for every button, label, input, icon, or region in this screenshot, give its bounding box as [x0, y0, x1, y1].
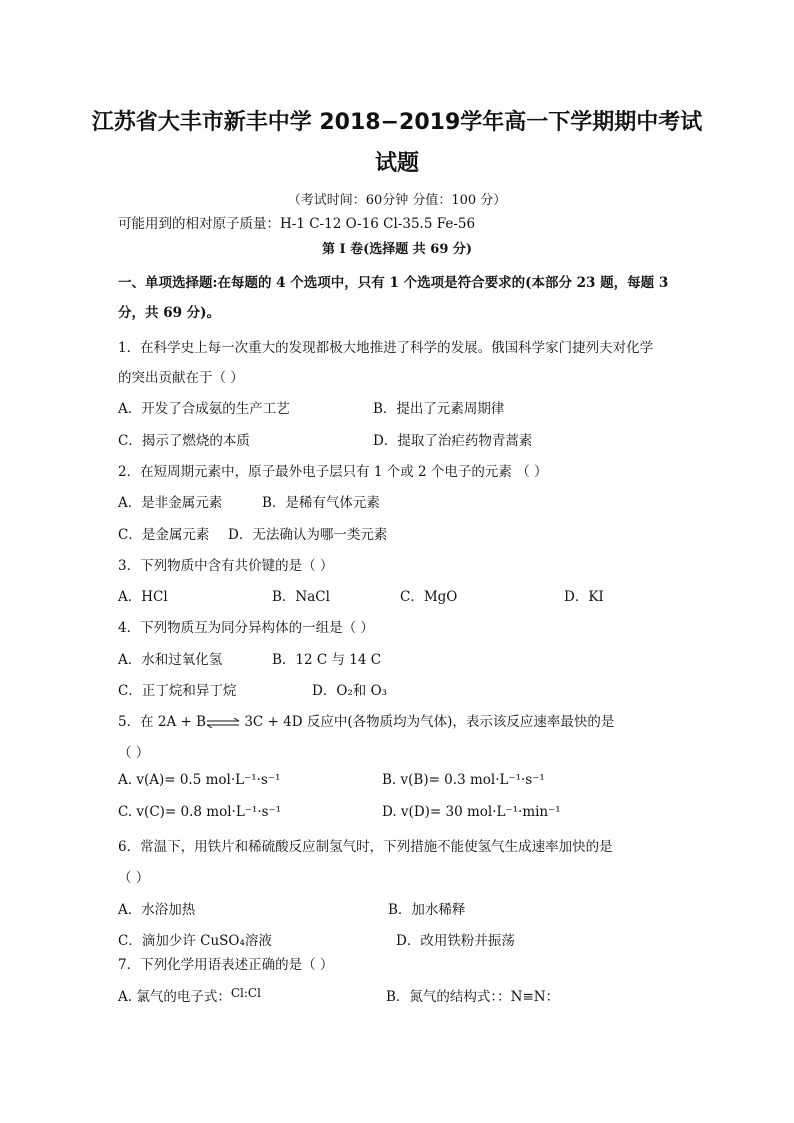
q2-option-d[interactable]: D．无法确认为哪一类元素: [228, 527, 388, 543]
q5-stem-line2: （ ）: [118, 745, 150, 761]
q4-option-b[interactable]: B．12 C 与 14 C: [272, 652, 382, 668]
q5-option-c[interactable]: C. v(C)= 0.8 mol·L⁻¹·s⁻¹: [118, 804, 282, 820]
q2-option-c[interactable]: C．是金属元素: [118, 527, 210, 543]
q1-option-d[interactable]: D．提取了治疟药物青蒿素: [373, 433, 533, 449]
q2-option-a[interactable]: A．是非金属元素: [118, 495, 223, 511]
section-heading-line1: 一、单项选择题:在每题的 4 个选项中，只有 1 个选项是符合要求的(本部分 23 题，每题 3: [118, 275, 669, 291]
q1-option-a[interactable]: A．开发了合成氨的生产工艺: [118, 401, 290, 417]
q2-option-b[interactable]: B．是稀有气体元素: [262, 495, 380, 511]
q5-stem-line1: [118, 710, 614, 730]
part-title: 第 I 卷(选择题 共 69 分): [321, 242, 473, 257]
q1-option-c[interactable]: C．揭示了燃烧的本质: [118, 433, 250, 449]
q5-option-b[interactable]: B. v(B)= 0.3 mol·L⁻¹·s⁻¹: [382, 772, 545, 788]
q6-stem-line1: 6．常温下，用铁片和稀硫酸反应制氢气时，下列措施不能使氢气生成速率加快的是: [118, 839, 613, 855]
q3-option-d[interactable]: D．KI: [564, 589, 604, 605]
atomic-masses: 可能用到的相对原子质量：H-1 C-12 O-16 Cl-35.5 Fe-56: [118, 216, 476, 232]
q1-stem-line2: 的突出贡献在于（ ）: [118, 370, 244, 386]
q7-stem: 7．下列化学用语表述正确的是（ ）: [118, 957, 334, 973]
q4-option-a[interactable]: A．水和过氧化氢: [118, 652, 223, 668]
q1-stem-line1: 1．在科学史上每一次重大的发现都极大地推进了科学的发展。俄国科学家门捷列夫对化学: [118, 340, 654, 356]
q3-option-c[interactable]: C．MgO: [400, 589, 458, 605]
exam-title-line2: 试题: [374, 151, 419, 176]
q2-stem: 2．在短周期元素中，原子最外电子层只有 1 个或 2 个电子的元素 （ ）: [118, 464, 548, 480]
q3-option-b[interactable]: B．NaCl: [272, 589, 330, 605]
q4-option-d[interactable]: D．O₂和 O₃: [312, 683, 388, 699]
exam-title-line1: 江苏省大丰市新丰中学 2018−2019学年高一下学期期中考试: [91, 110, 703, 135]
q3-stem: 3．下列物质中含有共价键的是（ ）: [118, 558, 334, 574]
q6-option-b[interactable]: B．加水稀释: [388, 902, 466, 918]
q1-option-b[interactable]: B．提出了元素周期律: [373, 401, 505, 417]
q5-option-a[interactable]: A. v(A)= 0.5 mol·L⁻¹·s⁻¹: [118, 772, 281, 788]
q4-option-c[interactable]: C．正丁烷和异丁烷: [118, 683, 237, 699]
q3-option-a[interactable]: A．HCl: [118, 589, 168, 605]
q7-option-b[interactable]: B．氮气的结构式：：N≡N：: [386, 989, 560, 1005]
q6-option-d[interactable]: D．改用铁粉并振荡: [396, 933, 515, 949]
section-heading-line2: 分，共 69 分)。: [118, 305, 221, 321]
q5-stem-part-b: 3C + 4D 反应中(各物质均为气体)，表示该反应速率最快的是: [244, 714, 615, 730]
q6-option-c[interactable]: C．滴加少许 CuSO₄溶液: [118, 933, 272, 949]
q7-option-a-label: A. 氯气的电子式：: [118, 989, 231, 1005]
q4-stem: 4．下列物质互为同分异构体的一组是（ ）: [118, 620, 374, 636]
q7-option-a[interactable]: [118, 985, 261, 1005]
equilibrium-arrow-icon: [206, 718, 240, 728]
q6-stem-line2: （ ）: [118, 870, 150, 886]
q6-option-a[interactable]: A．水浴加热: [118, 902, 196, 918]
q7-option-a-formula: Cl:Cl: [230, 986, 261, 1000]
q5-option-d[interactable]: D. v(D)= 30 mol·L⁻¹·min⁻¹: [382, 804, 561, 820]
exam-info: （考试时间：60分钟 分值：100 分）: [287, 193, 507, 208]
q5-stem-part-a: 5．在 2A + B: [118, 714, 207, 730]
